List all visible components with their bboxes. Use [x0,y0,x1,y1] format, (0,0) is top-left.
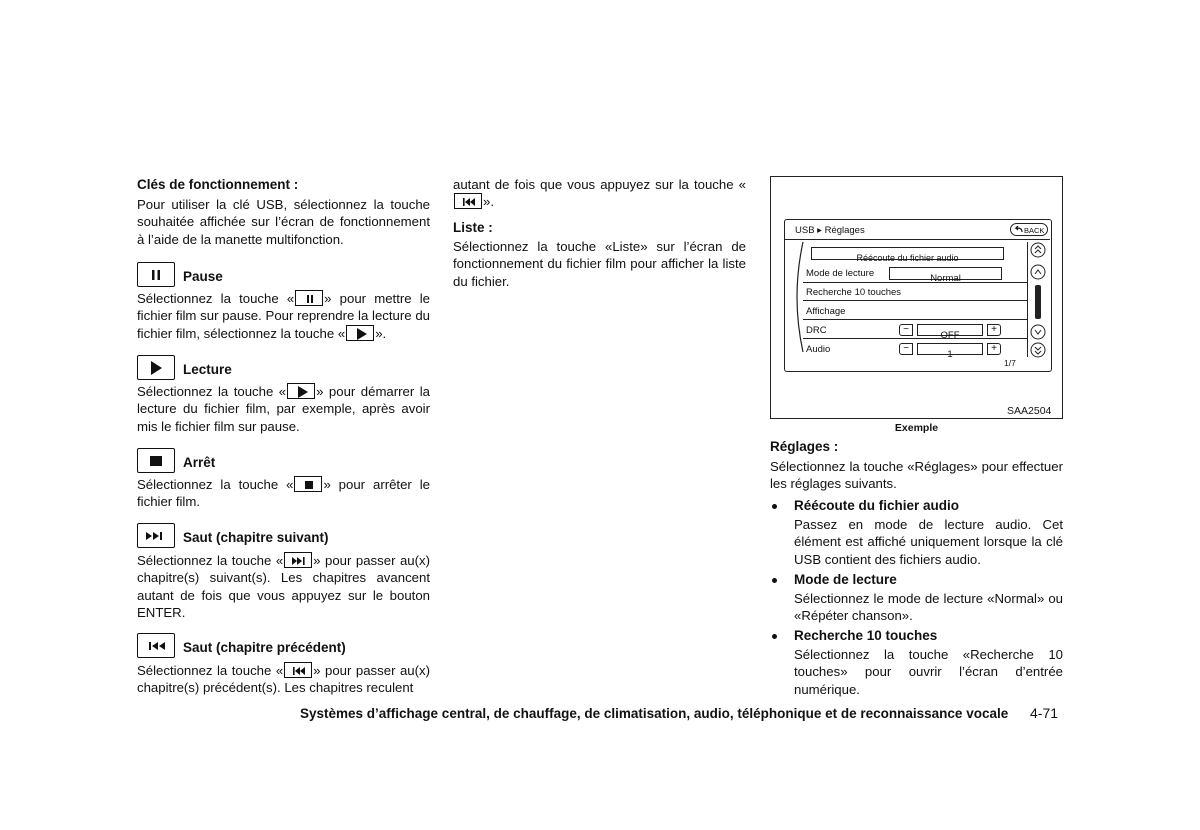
next-chapter-paragraph: Sélectionnez la touche « » pour passer au(x) chapitre(s) suivant(s). Les chapitres avancent autant de fois que vous appuyez sur le bouton ENTER. [137,553,430,621]
mode-value-box: Normal [889,267,1002,280]
figure-caption: Exemple [894,422,939,434]
drc-plus-icon: + [987,324,1001,336]
pause-key-icon [137,262,175,287]
play-paragraph: Sélectionnez la touche « » pour démarrer la lecture du fichier film, par exemple, après avoir mis le fichier film sur pause. [137,384,430,434]
row-recherche-10-touches: Recherche 10 touches [803,283,1027,301]
stop-key-icon [137,448,175,473]
next-chapter-inline-icon [284,552,312,568]
settings-intro: Sélectionnez la touche «Réglages» pour effectuer les réglages suivants. [770,459,1063,492]
settings-title: Réglages : [770,439,839,454]
usb-settings-screen [784,219,1052,372]
play-label: Lecture [183,362,232,377]
pause-inline-icon [295,290,323,306]
drc-minus-icon: − [899,324,913,336]
stop-paragraph: Sélectionnez la touche « » pour arrêter le fichier film. [137,477,430,510]
pause-label: Pause [183,269,223,284]
page-footer: Systèmes d’affichage central, de chauffage, de climatisation, audio, téléphonique et de reconnaissance vocale [300,706,1009,721]
play-inline-icon [346,325,374,341]
list-title: Liste : [453,220,493,235]
figure-code: SAA2504 [1007,405,1052,417]
settings-list [803,265,1027,360]
next-chapter-label: Saut (chapitre suivant) [183,530,329,545]
drc-value-box: OFF [917,324,983,336]
page-number: 4-71 [1030,705,1059,721]
bullet-dot-icon [772,634,777,639]
row-audio: Audio − 1 + [803,340,1027,357]
play-inline-icon [287,383,315,399]
scroll-controls [1029,241,1051,359]
section-title-keys: Clés de fonctionnement : [137,177,299,192]
prev-chapter-paragraph: Sélectionnez la touche « » pour passer au(x) chapitre(s) précédent(s). Les chapitres reculent [137,663,430,696]
continuation-paragraph: autant de fois que vous appuyez sur la touche « ». [453,177,746,210]
stop-inline-icon [294,476,322,492]
audio-plus-icon: + [987,343,1001,355]
play-key-icon [137,355,175,380]
row-mode-de-lecture: Mode de lecture Normal [803,265,1027,283]
stop-label: Arrêt [183,455,216,470]
back-arrow-icon [1014,226,1023,234]
intro-paragraph: Pour utiliser la clé USB, sélectionnez la touche souhaitée affichée sur l’écran de fonctionnement à l’aide de la manette multifonction. [137,197,430,247]
bullet-dot-icon [772,578,777,583]
audio-value-box: 1 [917,343,983,355]
settings-screen-figure [770,176,1063,419]
prev-chapter-inline-icon [284,662,312,678]
prev-chapter-key-icon [137,633,175,658]
menu-header-box: Réécoute du fichier audio [811,247,1004,260]
row-drc: DRC − OFF + [803,321,1027,339]
audio-minus-icon: − [899,343,913,355]
screen-breadcrumb: USB ▸ Réglages [795,225,865,236]
row-affichage: Affichage [803,302,1027,320]
bullet-dot-icon [772,504,777,509]
back-button: BACK [1010,223,1048,236]
prev-chapter-label: Saut (chapitre précédent) [183,640,346,655]
page-indicator: 1/7 [1004,358,1016,368]
list-right-divider [1027,242,1028,357]
next-chapter-key-icon [137,523,175,548]
list-paragraph: Sélectionnez la touche «Liste» sur l’écran de fonctionnement du fichier film pour afficher la liste du fichier. [453,239,746,289]
prev-chapter-inline-icon [454,193,482,209]
header-divider [785,239,1050,240]
pause-paragraph: Sélectionnez la touche « » pour mettre le fichier film sur pause. Pour reprendre la lecture du fichier film, sélectionnez la touche « ». [137,291,430,341]
list-curve-edge [785,240,805,355]
